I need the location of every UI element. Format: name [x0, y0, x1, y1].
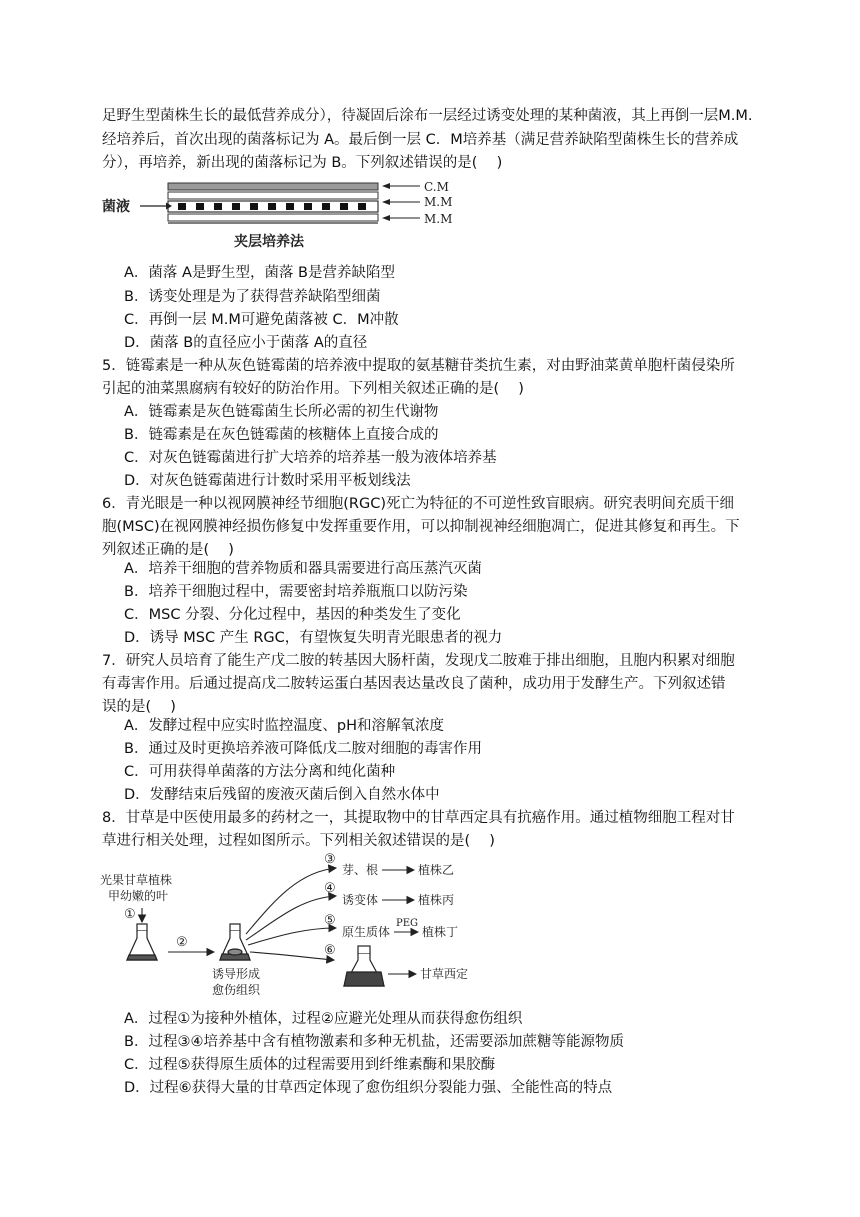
- branch-5-from: 原生质体: [342, 925, 391, 939]
- q7-option-d: D．发酵结束后残留的废液灭菌后倒入自然水体中: [124, 787, 440, 803]
- arrow-icon: [382, 183, 390, 189]
- q4-stem-line-1: 足野生型菌株生长的最低营养成分），待凝固后涂布一层经过诱变处理的某种菌液，其上再倒一层M.M.: [102, 108, 753, 124]
- q7-stem-line-2: 有毒害作用。后通过提高戊二胺转运蛋白基因表达量改良了菌种，成功用于发酵生产。下列叙述错: [102, 676, 726, 692]
- q8-option-c: C．过程⑤获得原生质体的过程需要用到纤维素酶和果胶酶: [124, 1057, 496, 1073]
- callus-flask: [220, 924, 250, 960]
- layer-label-cm: C.M: [424, 180, 449, 194]
- q5-option-d: D．对灰色链霉菌进行计数时采用平板划线法: [124, 473, 411, 489]
- branch-3-to: 植株乙: [418, 863, 455, 877]
- branch-3-from: 芽、根: [342, 863, 379, 877]
- callus-label-line-1: 诱导形成: [212, 967, 261, 981]
- q8-stem-line-2: 草进行相关处理，过程如图所示。下列相关叙述错误的是( ): [102, 833, 495, 849]
- plant-label-line-1: 光果甘草植株: [100, 873, 173, 887]
- q5-stem-line-2: 引起的油菜黑腐病有较好的防治作用。下列相关叙述正确的是( ): [102, 381, 524, 397]
- q8-option-d: D．过程⑥获得大量的甘草西定体现了愈伤组织分裂能力强、全能性高的特点: [124, 1080, 613, 1096]
- arrow-icon: [382, 199, 390, 205]
- step-3-label: ③: [324, 852, 336, 867]
- q7-option-c: C．可用获得单菌落的方法分离和纯化菌种: [124, 764, 396, 780]
- branch-5-to: 植株丁: [422, 925, 459, 939]
- q5-option-b: B．链霉素是在灰色链霉菌的核糖体上直接合成的: [124, 427, 439, 443]
- step-4-label: ④: [324, 881, 336, 896]
- q5-option-a: A．链霉素是灰色链霉菌生长所必需的初生代谢物: [124, 404, 439, 420]
- q6-option-b: B．培养干细胞过程中，需要密封培养瓶瓶口以防污染: [124, 584, 468, 600]
- tissue-culture-figure: [96, 850, 516, 1002]
- q6-option-c: C．MSC 分裂、分化过程中，基因的种类发生了变化: [124, 607, 461, 623]
- q6-option-a: A．培养干细胞的营养物质和器具需要进行高压蒸汽灭菌: [124, 561, 482, 577]
- q7-option-b: B．通过及时更换培养液可降低戊二胺对细胞的毒害作用: [124, 741, 482, 757]
- step-6-label: ⑥: [324, 943, 336, 958]
- peg-label: PEG: [396, 918, 419, 929]
- layer-label-mm-1: M.M: [424, 195, 453, 209]
- production-flask: [344, 946, 384, 986]
- q4-stem-line-2: 经培养后，首次出现的菌落标记为 A。最后倒一层 C．M培养基（满足营养缺陷型菌株生长的营养成: [102, 132, 739, 148]
- bacteria-label: 菌液: [102, 199, 130, 215]
- figure-caption: 夹层培养法: [234, 234, 304, 250]
- explant-flask: [127, 924, 157, 960]
- q8-option-b: B．过程③④培养基中含有植物激素和多种无机盐，还需要添加蔗糖等能源物质: [124, 1034, 624, 1050]
- arrow-icon: [382, 215, 390, 221]
- q8-option-a: A．过程①为接种外植体，过程②应避光处理从而获得愈伤组织: [124, 1011, 523, 1027]
- q4-option-c: C．再倒一层 M.M可避免菌落被 C．M冲散: [124, 312, 399, 328]
- q6-option-d: D．诱导 MSC 产生 RGC，有望恢复失明青光眼患者的视力: [124, 630, 503, 646]
- q6-stem-line-1: 6．青光眼是一种以视网膜神经节细胞(RGC)死亡为特征的不可逆性致盲眼病。研究表明间充质干细: [102, 496, 734, 512]
- branch-6-to: 甘草西定: [420, 967, 469, 981]
- plant-label-line-2: 甲幼嫩的叶: [108, 889, 169, 903]
- q4-option-d: D．菌落 B的直径应小于菌落 A的直径: [124, 335, 368, 351]
- layered-culture-figure: [98, 178, 468, 252]
- q7-option-a: A．发酵过程中应实时监控温度、pH和溶解氧浓度: [124, 718, 445, 734]
- q4-option-a: A．菌落 A是野生型，菌落 B是营养缺陷型: [124, 265, 396, 281]
- q6-stem-line-2: 胞(MSC)在视网膜神经损伤修复中发挥重要作用，可以抑制视神经细胞凋亡，促进其修复和再生。下: [102, 519, 740, 535]
- q7-stem-line-3: 误的是( ): [102, 699, 176, 715]
- q5-option-c: C．对灰色链霉菌进行扩大培养的培养基一般为液体培养基: [124, 450, 497, 466]
- q6-stem-line-3: 列叙述正确的是( ): [102, 542, 234, 558]
- branch-4-from: 诱变体: [342, 893, 379, 907]
- q5-stem-line-1: 5．链霉素是一种从灰色链霉菌的培养液中提取的氨基糖苷类抗生素，对由野油菜黄单胞杆菌侵染所: [102, 358, 735, 374]
- branch-4-to: 植株丙: [418, 893, 455, 907]
- q7-stem-line-1: 7．研究人员培育了能生产戊二胺的转基因大肠杆菌，发现戊二胺难于排出细胞，且胞内积累对细胞: [102, 653, 735, 669]
- step-1-label: ①: [124, 907, 136, 922]
- q4-stem-line-3: 分），再培养，新出现的菌落标记为 B。下列叙述错误的是( ): [102, 155, 503, 171]
- layer-label-mm-2: M.M: [424, 212, 453, 226]
- step-2-label: ②: [176, 935, 188, 950]
- callus-label-line-2: 愈伤组织: [212, 983, 261, 997]
- q4-option-b: B．诱变处理是为了获得营养缺陷型细菌: [124, 289, 381, 305]
- q8-stem-line-1: 8．甘草是中医使用最多的药材之一，其提取物中的甘草西定具有抗癌作用。通过植物细胞工程对甘: [102, 810, 735, 826]
- step-5-label: ⑤: [324, 913, 336, 928]
